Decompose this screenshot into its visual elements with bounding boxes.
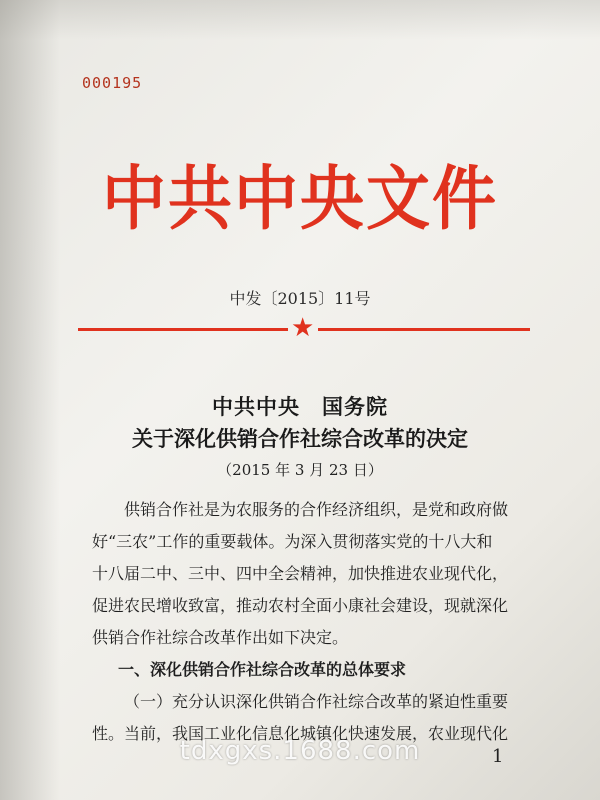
document-number: 中发〔2015〕11号 (229, 289, 371, 308)
body-line: 十八届二中、三中、四中全会精神，加快推进农业现代化， (92, 564, 509, 583)
body-line: 供销合作社综合改革作出如下决定。 (92, 628, 349, 647)
star-icon: ★ (291, 313, 315, 343)
red-separator (0, 313, 600, 343)
watermark-text: tdxgxs.1688.com (179, 736, 421, 766)
serial-number: 000195 (82, 74, 143, 92)
page-shadow-top (0, 0, 600, 40)
document-body (92, 494, 562, 750)
body-line: （一）充分认识深化供销合作社综合改革的紧迫性重要 (124, 692, 509, 711)
body-line: 供销合作社是为农服务的合作经济组织，是党和政府做 (124, 500, 509, 519)
issuer-line: 中共中央 国务院 (212, 395, 388, 419)
masthead-title: 中共中央文件 (102, 160, 498, 240)
document-date: （2015 年 3 月 23 日） (217, 461, 383, 479)
section-heading: 一、深化供销合作社综合改革的总体要求 (118, 660, 407, 679)
page-number: 1 (492, 746, 504, 767)
red-line-right (318, 328, 530, 331)
body-line: 好“三农”工作的重要载体。为深入贯彻落实党的十八大和 (92, 532, 493, 551)
red-line-left (78, 328, 288, 331)
body-line: 促进农民增收致富，推动农村全面小康社会建设，现就深化 (92, 596, 509, 615)
body-line: 性。当前，我国工业化信息化城镇化快速发展，农业现代化 (92, 724, 509, 743)
document-title: 关于深化供销合作社综合改革的决定 (132, 427, 468, 451)
